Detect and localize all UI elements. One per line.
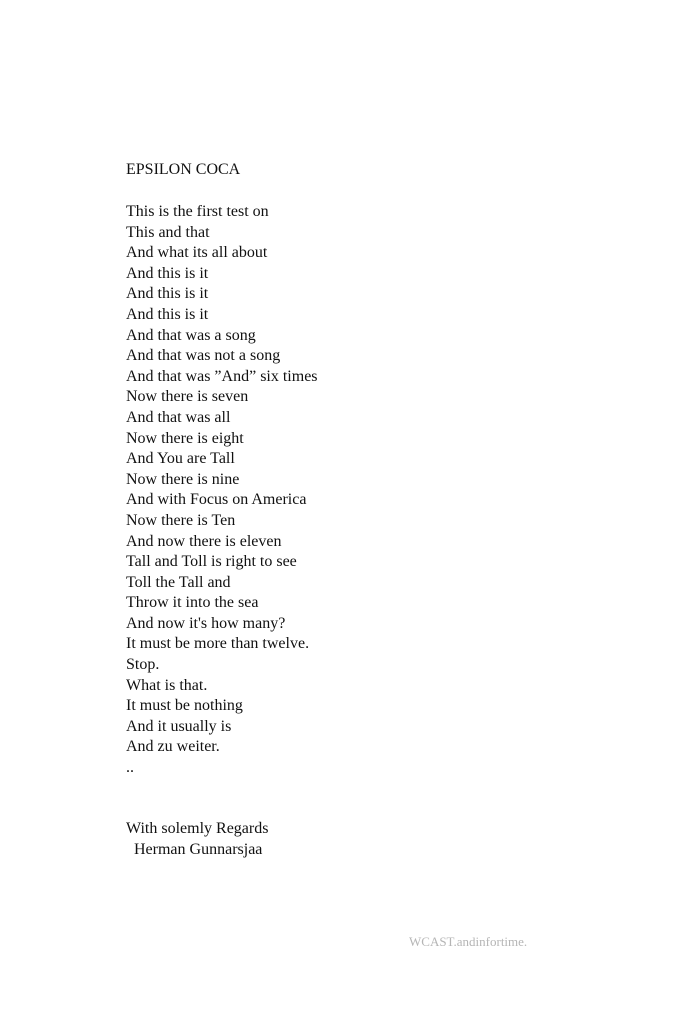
poem-line: And that was not a song (126, 347, 281, 365)
poem-line: Tall and Toll is right to see (126, 553, 297, 571)
footer-watermark: WCAST.andinfortime. (409, 934, 528, 949)
poem-line: This and that (126, 223, 210, 241)
poem-line: This is the first test on (126, 203, 269, 220)
poem-line: And it usually is (126, 717, 232, 735)
poem-line: Toll the Tall and (126, 573, 231, 591)
author-signature: Herman Gunnarsjaa (134, 840, 263, 858)
poem-line: And now it's how many? (126, 614, 286, 632)
poem-line: Now there is Ten (126, 511, 236, 529)
poem-line: And this is it (126, 285, 209, 303)
poem-line: Now there is nine (126, 470, 240, 488)
poem-line: And this is it (126, 305, 209, 323)
poem-line: And You are Tall (126, 450, 235, 468)
poem-line: Now there is eight (126, 429, 244, 447)
poem-body (126, 202, 318, 779)
poem-line: What is that. (126, 676, 208, 694)
poem-line: It must be nothing (126, 697, 243, 715)
poem-line: Throw it into the sea (126, 594, 259, 612)
poem-line: .. (126, 759, 134, 777)
poem-line: Now there is seven (126, 388, 249, 406)
poem-line: And what its all about (126, 244, 268, 262)
poem-line: And this is it (126, 264, 209, 282)
closing-salutation: With solemly Regards (126, 820, 269, 837)
poem-line: And with Focus on America (126, 491, 307, 509)
poem-line: And that was all (126, 408, 231, 426)
poem-line: And now there is eleven (126, 532, 282, 550)
poem-line: And zu weiter. (126, 738, 220, 756)
closing-block (126, 819, 268, 860)
poem-line: And that was ”And” six times (126, 367, 318, 385)
poem-line: And that was a song (126, 326, 256, 344)
poem-title: EPSILON COCA (126, 161, 241, 178)
poem-line: Stop. (126, 656, 160, 674)
poem-line: It must be more than twelve. (126, 635, 310, 653)
